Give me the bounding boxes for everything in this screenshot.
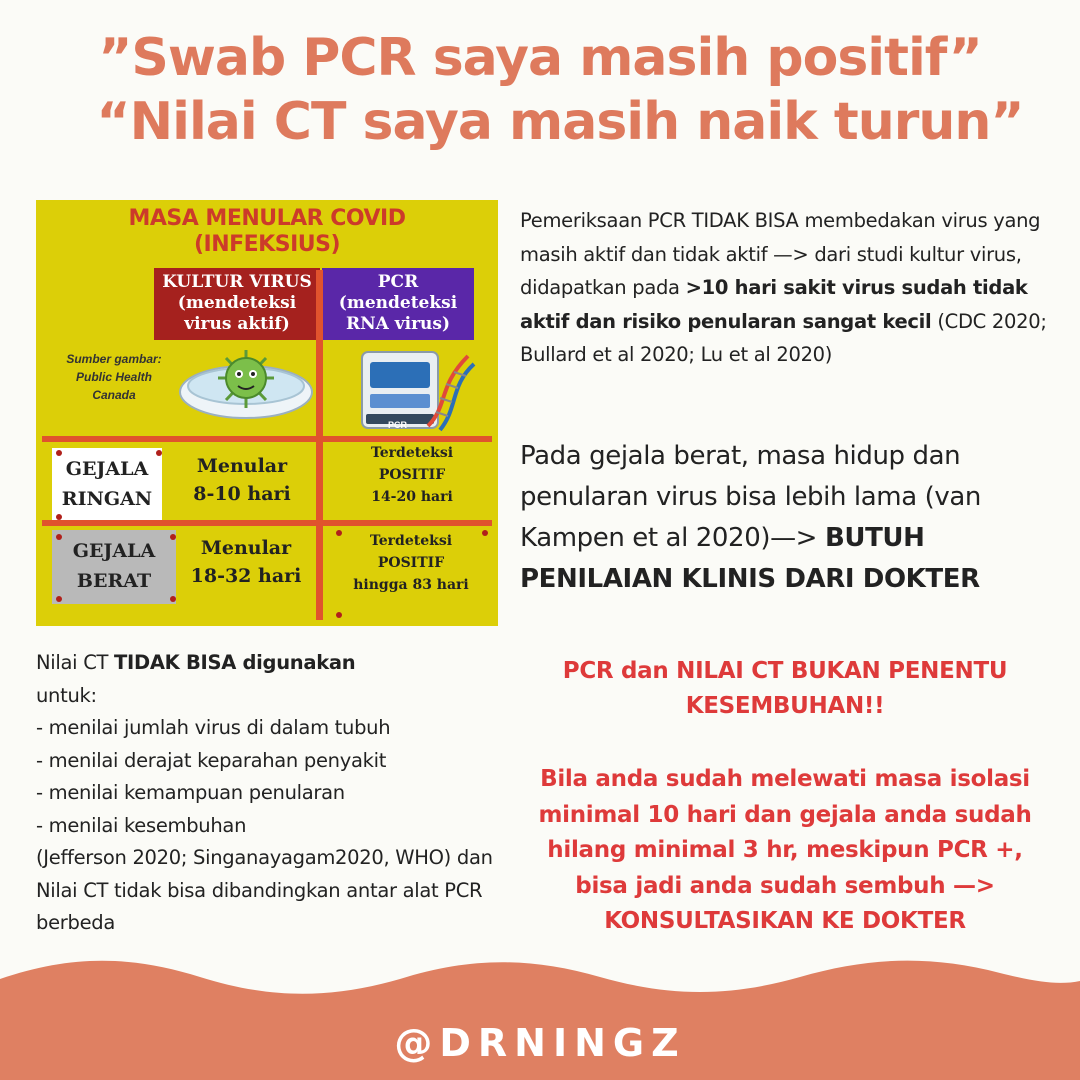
infographic-title (36, 206, 498, 258)
label-gejala-ringan (52, 448, 162, 520)
list-item: - menilai kemampuan penularan (36, 781, 345, 804)
header-kultur-line: virus aktif) (184, 314, 290, 334)
callout-line: KESEMBUHAN!! (685, 693, 885, 719)
cell-line: 8-10 hari (193, 483, 291, 505)
page-title (0, 26, 1080, 154)
paragraph-pcr-explanation (520, 204, 1050, 372)
para3-tail: (Jefferson 2020; Singanayagam2020, WHO) dan Nilai CT tidak bisa dibandingkan antar alat PCR berbeda (36, 846, 493, 934)
callout-line: hilang minimal 3 hr, meskipun PCR +, (547, 837, 1023, 863)
infographic-title-line-1: MASA MENULAR COVID (128, 206, 406, 231)
cell-ringan-kultur (170, 452, 314, 508)
infographic-title-line-2: (INFEKSIUS) (193, 232, 341, 257)
callout-line: minimal 10 hari dan gejala anda sudah (538, 801, 1032, 828)
para3-bold: TIDAK BISA digunakan (114, 651, 356, 674)
paragraph-nilai-ct (36, 647, 506, 940)
pin-icon (56, 596, 62, 602)
para2-text: Pada gejala berat, masa hidup dan penularan virus bisa lebih lama (van Kampen et al 2020)—> (520, 441, 981, 553)
pin-icon (56, 450, 62, 456)
title-line-2: “Nilai CT saya masih naik turun” (96, 92, 1024, 152)
header-kultur-line: (mendeteksi (177, 293, 297, 313)
pin-icon (170, 534, 176, 540)
cell-ringan-pcr (328, 442, 496, 508)
infographic-panel (36, 200, 498, 626)
para2-bold: BUTUH PENILAIAN KLINIS DARI DOKTER (520, 523, 980, 594)
grid-horizontal-divider (42, 520, 492, 526)
cell-line: hingga 83 hari (353, 577, 469, 593)
header-pcr-line: RNA virus) (345, 314, 451, 334)
cell-line: Menular (196, 455, 288, 477)
label-line: GEJALA (72, 540, 156, 562)
pcr-machine-icon (358, 346, 478, 432)
pin-icon (56, 534, 62, 540)
callout-bukan-penentu (510, 654, 1060, 724)
credit-line: Sumber gambar: (66, 352, 162, 366)
pin-icon (56, 514, 62, 520)
paragraph-gejala-berat (520, 436, 1060, 600)
cell-berat-kultur (174, 534, 318, 590)
title-line-1: ”Swab PCR saya masih positif” (98, 28, 982, 88)
header-pcr-line: PCR (377, 272, 419, 292)
pin-icon (156, 450, 162, 456)
pin-icon (336, 530, 342, 536)
callout-konsultasi (500, 762, 1070, 940)
para3-after: untuk: (36, 683, 97, 707)
cell-line: POSITIF (377, 555, 445, 571)
label-line: GEJALA (65, 458, 149, 480)
callout-line: KONSULTASIKAN KE DOKTER (604, 908, 966, 934)
cell-line: 18-32 hari (190, 565, 302, 587)
credit-line: Canada (92, 388, 136, 402)
label-gejala-berat (52, 530, 176, 604)
pin-icon (336, 612, 342, 618)
para1-bold: >10 hari sakit virus sudah tidak aktif dan risiko penularan sangat kecil (520, 276, 1028, 333)
cell-line: Menular (200, 537, 292, 559)
list-item: - menilai kesembuhan (36, 813, 247, 837)
header-kultur-virus (154, 268, 320, 340)
image-credit (54, 350, 174, 404)
para3-lead: Nilai CT (36, 651, 115, 674)
callout-line: bisa jadi anda sudah sembuh —> (575, 872, 995, 899)
cell-berat-pcr (326, 530, 496, 596)
cell-line: Terdeteksi (369, 533, 453, 549)
label-line: BERAT (76, 570, 152, 592)
callout-line: Bila anda sudah melewati masa isolasi (540, 766, 1030, 792)
list-item: - menilai derajat keparahan penyakit (36, 748, 387, 772)
cell-line: POSITIF (378, 467, 446, 483)
pin-icon (170, 596, 176, 602)
callout-line: PCR dan NILAI CT BUKAN PENENTU (562, 658, 1008, 684)
header-kultur-line: KULTUR VIRUS (162, 272, 312, 292)
header-pcr (322, 268, 474, 340)
petri-dish-virus-icon (176, 346, 316, 426)
pcr-device-label: PCR (388, 420, 408, 430)
pin-icon (482, 530, 488, 536)
header-pcr-line: (mendeteksi (338, 293, 458, 313)
cell-line: Terdeteksi (370, 445, 454, 461)
cell-line: 14-20 hari (371, 489, 453, 505)
label-line: RINGAN (61, 488, 153, 510)
credit-line: Public Health (75, 370, 152, 384)
list-item: - menilai jumlah virus di dalam tubuh (36, 716, 391, 739)
para1-tail: (CDC 2020; Bullard et al 2020; Lu et al 2020) (520, 309, 1047, 366)
author-handle: @DRNINGZ (394, 1021, 686, 1065)
para1-text: Pemeriksaan PCR TIDAK BISA membedakan virus yang masih aktif dan tidak aktif —> dari studi kultur virus, didapatkan pada (520, 209, 1041, 299)
